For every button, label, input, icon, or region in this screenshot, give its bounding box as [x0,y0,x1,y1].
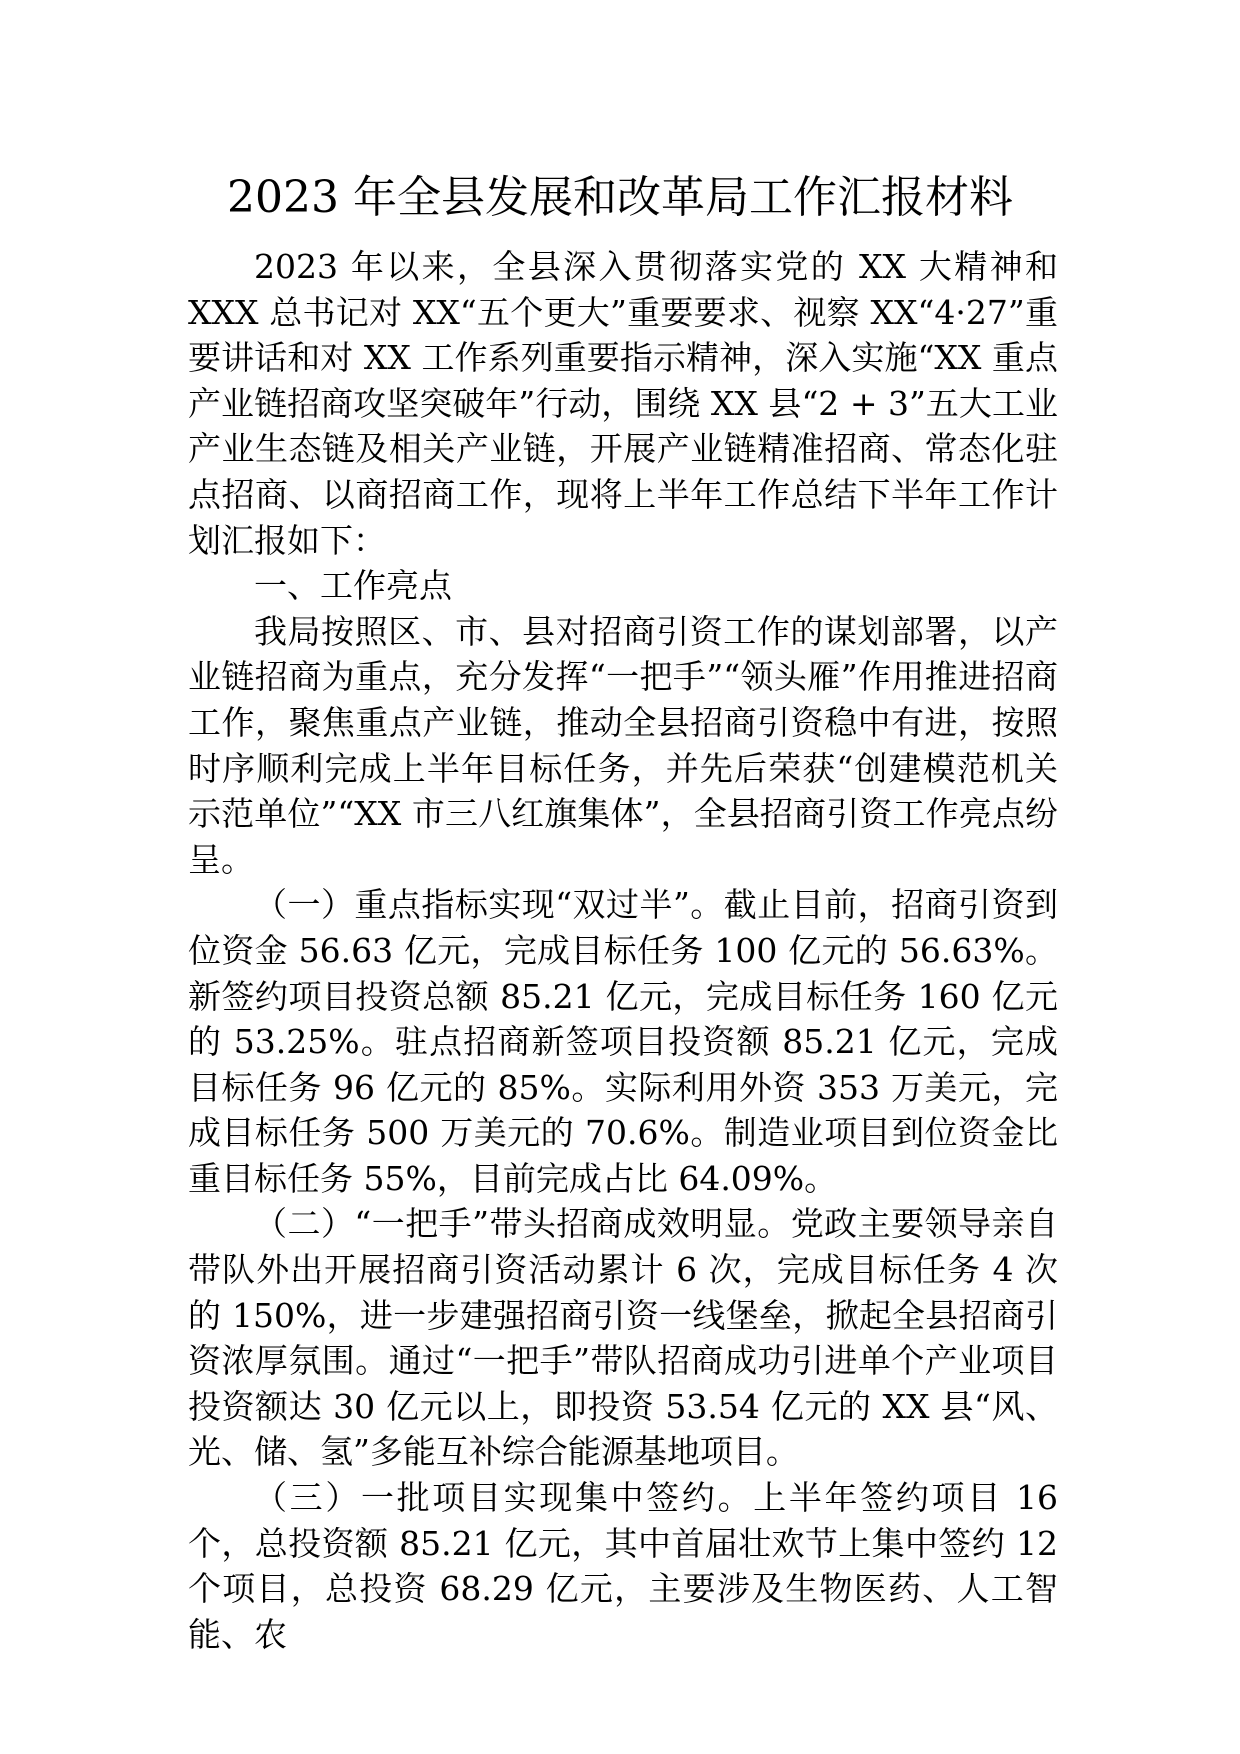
section-heading-highlights: 一、工作亮点 [254,566,452,606]
document-title: 2023 年全县发展和改革局工作汇报材料 [227,172,1013,223]
intro-paragraph: 2023 年以来，全县深入贯彻落实党的 XX 大精神和 XXX 总书记对 XX“五个更大”重要要求、视察 XX“4·27”重要讲话和对 XX 工作系列重要指示精神，深入实施“XX 重点产业链招商攻坚突破年”行动，围绕 XX 县“2 + 3”五大工业产业生态链及相关产业链，开展产业链精准招商、常态化驻点招商、以商招商工作，现将上半年工作总结下半年工作计划汇报如下： [188,247,1069,560]
item-1-paragraph: （一）重点指标实现“双过半”。截止目前，招商引资到位资金 56.63 亿元，完成目标任务 100 亿元的 56.63%。新签约项目投资总额 85.21 亿元，完成目标任务 160 亿元的 53.25%。驻点招商新签项目投资额 85.21 亿元，完成目标任务 96 亿元的 85%。实际利用外资 353 万美元，完成目标任务 500 万美元的 70.6%。制造业项目到位资金比重目标任务 55%，目前完成占比 64.09%。 [188,885,1058,1198]
highlights-paragraph: 我局按照区、市、县对招商引资工作的谋划部署，以产业链招商为重点，充分发挥“一把手”“领头雁”作用推进招商工作，聚焦重点产业链，推动全县招商引资稳中有进，按照时序顺利完成上半年目标任务，并先后荣获“创建模范机关示范单位”“XX 市三八红旗集体”，全县招商引资工作亮点纷呈。 [188,611,1058,879]
item-3-paragraph: （三）一批项目实现集中签约。上半年签约项目 16 个，总投资额 85.21 亿元，其中首届壮欢节上集中签约 12 个项目，总投资 68.29 亿元，主要涉及生物医药、人工智能、农 [188,1478,1069,1654]
item-2-paragraph: （二）“一把手”带头招商成效明显。党政主要领导亲自带队外出开展招商引资活动累计 6 次，完成目标任务 4 次的 150%，进一步建强招商引资一线堡垒，掀起全县招商引资浓厚氛围。通过“一把手”带队招商成功引进单个产业项目投资额达 30 亿元以上，即投资 53.54 亿元的 XX 县“风、光、储、氢”多能互补综合能源基地项目。 [188,1204,1058,1472]
document-body [188,244,1069,1657]
